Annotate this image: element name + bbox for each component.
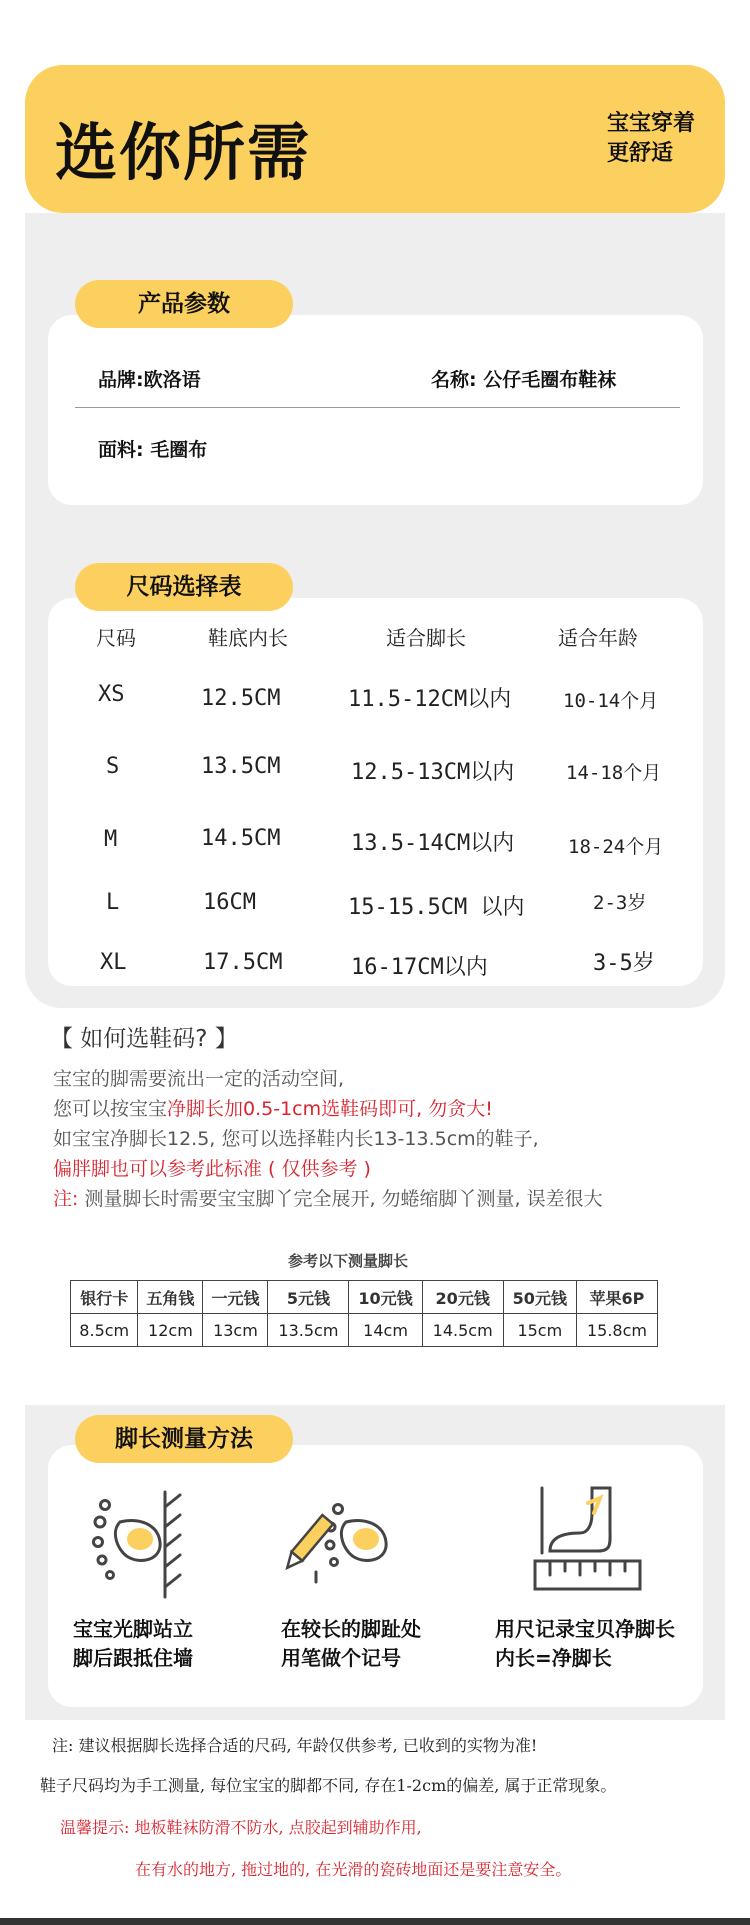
how-to-choose-title: 【 如何选鞋码? 】 [50, 1026, 238, 1052]
warning-line-2: 在有水的地方, 拖过地的, 在光滑的瓷砖地面还是要注意安全。 [135, 1860, 572, 1879]
how-line-1: 宝宝的脚需要流出一定的活动空间, [53, 1068, 345, 1090]
header-subtitle-line1: 宝宝穿着 [606, 111, 695, 136]
note-line-2: 鞋子尺码均为手工测量, 每位宝宝的脚都不同, 存在1-2cm的偏差, 属于正常现象。 [40, 1776, 617, 1795]
pen-mark-icon [276, 1487, 401, 1602]
size-header-size: 尺码 [96, 626, 136, 650]
fabric-text: 面料: 毛圈布 [98, 439, 208, 461]
size-table-card: 尺码 鞋底内长 适合脚长 适合年龄 XS 12.5CM 11.5-12CM以内 10-14个月 S 13.5CM 12.5-13CM以内 14-18个月 M 14.5CM 13.5-14CM以内 18-24个月 L 16CM 15-15.5CM 以内 2-3岁 XL 17.5CM 16-17CM以内 3-5岁 [48, 598, 703, 986]
params-divider [75, 407, 680, 408]
size-header-age: 适合年龄 [558, 626, 638, 650]
brand-text: 品牌:欧洛语 [98, 369, 201, 391]
foot-against-wall-icon [80, 1487, 190, 1602]
header-subtitle [607, 109, 695, 169]
header-subtitle-line2: 更舒适 [606, 141, 673, 166]
how-line-3: 如宝宝净脚长12.5, 您可以选择鞋内长13-13.5cm的鞋子, [53, 1128, 539, 1150]
ruler-foot-icon [530, 1483, 645, 1598]
reference-header-row: 银行卡 五角钱 一元钱 5元钱 10元钱 20元钱 50元钱 苹果6P [71, 1281, 658, 1314]
header-banner [25, 65, 725, 213]
size-header-foot: 适合脚长 [386, 626, 466, 650]
method-card [48, 1445, 703, 1707]
warning-line-1: 温馨提示: 地板鞋袜防滑不防水, 点胶起到辅助作用, [60, 1818, 422, 1837]
params-card [48, 315, 703, 505]
how-line-5: 注: 测量脚长时需要宝宝脚丫完全展开, 勿蜷缩脚丫测量, 误差很大 [53, 1188, 603, 1210]
how-line-4: 偏胖脚也可以参考此标准 ( 仅供参考 ) [53, 1158, 371, 1180]
method-step-1: 宝宝光脚站立 脚后跟抵住墙 [73, 1617, 193, 1670]
how-line-2: 您可以按宝宝净脚长加0.5-1cm选鞋码即可, 勿贪大! [53, 1098, 493, 1120]
note-line-1: 注: 建议根据脚长选择合适的尺码, 年龄仅供参考, 已收到的实物为准! [52, 1736, 538, 1755]
how-to-choose-section [48, 1010, 708, 1405]
reference-caption: 参考以下测量脚长 [288, 1252, 409, 1270]
method-step-2: 在较长的脚趾处 用笔做个记号 [281, 1617, 421, 1670]
product-name-text: 名称: 公仔毛圈布鞋袜 [431, 369, 617, 391]
bottom-bar [0, 1918, 750, 1925]
page-title: 选你所需 [55, 116, 312, 189]
reference-value-row: 8.5cm 12cm 13cm 13.5cm 14cm 14.5cm 15cm 15.8cm [71, 1314, 658, 1347]
method-section-label: 脚长测量方法 [75, 1415, 293, 1463]
method-step-3: 用尺记录宝贝净脚长 内长=净脚长 [495, 1617, 675, 1670]
params-section-label: 产品参数 [75, 280, 293, 328]
reference-table [70, 1280, 658, 1347]
size-section-label: 尺码选择表 [75, 563, 293, 611]
size-header-insole: 鞋底内长 [208, 626, 288, 650]
